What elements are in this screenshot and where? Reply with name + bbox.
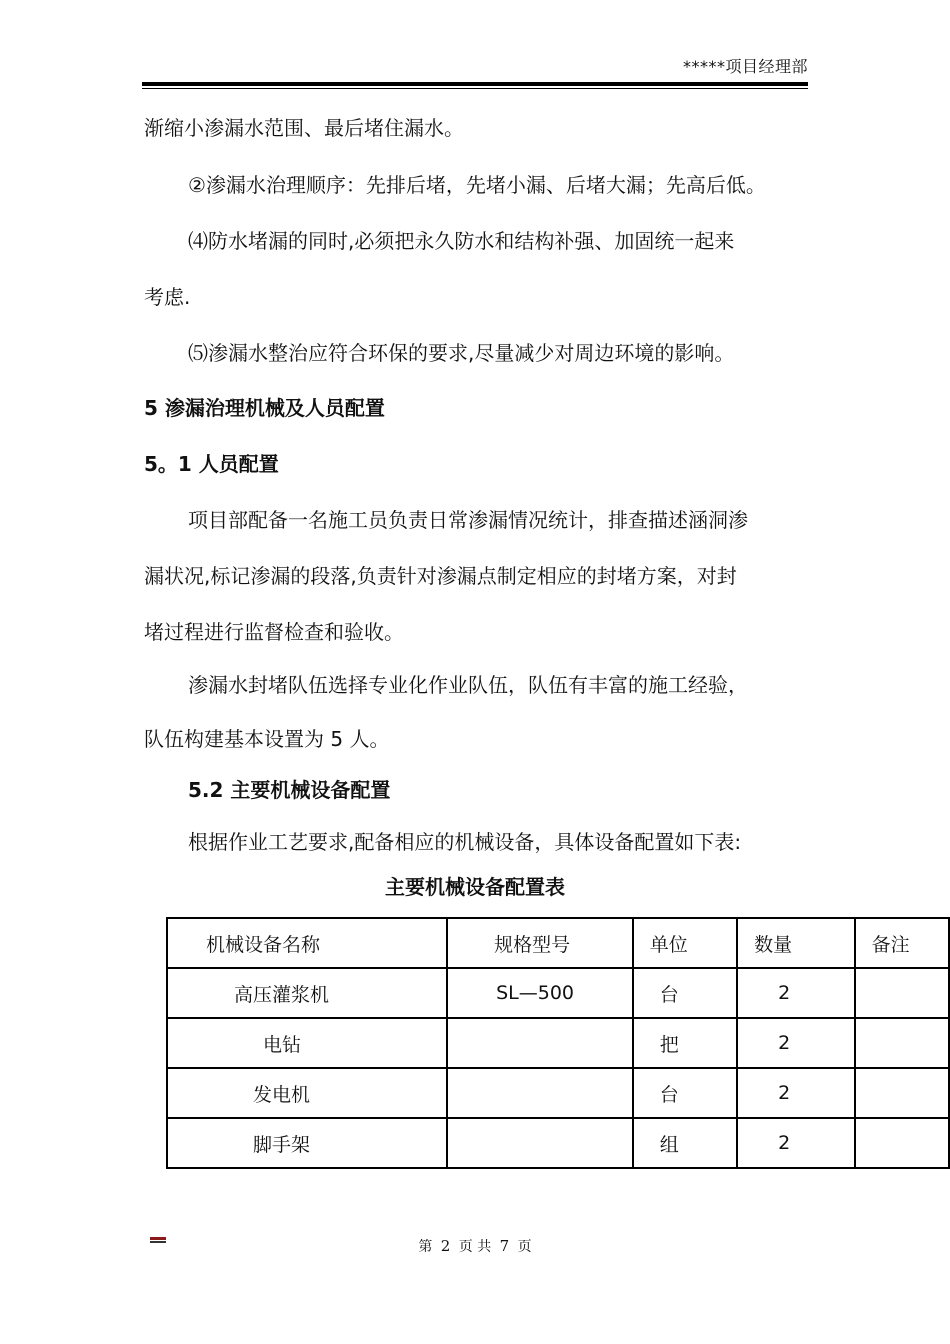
table-row: [167, 968, 949, 1018]
paragraph-line: ⑸渗漏水整治应符合环保的要求,尽量减少对周边环境的影响。: [188, 341, 735, 365]
table-cell: 2: [737, 1118, 855, 1168]
page-footer: [0, 1236, 950, 1256]
table-cell: SL—500: [447, 968, 633, 1018]
table-row: [167, 1068, 949, 1118]
paragraph-line: ⑷防水堵漏的同时,必须把永久防水和结构补强、加固统一起来: [188, 229, 735, 253]
table-cell: [855, 1068, 949, 1118]
table-cell: 电钻: [167, 1018, 447, 1068]
table-row: [167, 1018, 949, 1068]
table-cell: 高压灌浆机: [167, 968, 447, 1018]
column-header: 机械设备名称: [167, 918, 447, 968]
table-cell: 组: [633, 1118, 737, 1168]
column-header: 规格型号: [447, 918, 633, 968]
paragraph-line: 队伍构建基本设置为 5 人。: [144, 727, 390, 751]
table-cell: 2: [737, 1018, 855, 1068]
table-cell: 2: [737, 1068, 855, 1118]
page-number: 2: [440, 1237, 451, 1255]
paragraph-line: 项目部配备一名施工员负责日常渗漏情况统计，排查描述涵洞渗: [188, 508, 748, 532]
table-row: [167, 1118, 949, 1168]
table-cell: [855, 1118, 949, 1168]
paragraph-line: ②渗漏水治理顺序：先排后堵，先堵小漏、后堵大漏；先高后低。: [188, 173, 766, 197]
table-cell: [447, 1068, 633, 1118]
table-cell: [855, 1018, 949, 1068]
equipment-table: [166, 917, 950, 1169]
paragraph-line: 渗漏水封堵队伍选择专业化作业队伍，队伍有丰富的施工经验，: [188, 673, 748, 697]
footer-prefix: 第: [418, 1239, 433, 1255]
header-rule-thin: [142, 88, 808, 89]
table-cell: 发电机: [167, 1068, 447, 1118]
table-cell: [447, 1118, 633, 1168]
paragraph-line: 漏状况,标记渗漏的段落,负责针对渗漏点制定相应的封堵方案，对封: [144, 564, 737, 588]
table-cell: [855, 968, 949, 1018]
column-header: 数量: [737, 918, 855, 968]
footer-middle: 页 共: [458, 1239, 492, 1255]
subsection-heading: 5.2 主要机械设备配置: [188, 778, 391, 802]
table-title: 主要机械设备配置表: [385, 875, 565, 899]
paragraph-line: 考虑.: [144, 285, 191, 309]
section-heading: 5 渗漏治理机械及人员配置: [144, 396, 385, 420]
document-header: *****项目经理部: [682, 57, 808, 76]
table-cell: 台: [633, 1068, 737, 1118]
table-cell: 把: [633, 1018, 737, 1068]
paragraph-line: 渐缩小渗漏水范围、最后堵住漏水。: [144, 116, 464, 140]
table-cell: 台: [633, 968, 737, 1018]
table-cell: 脚手架: [167, 1118, 447, 1168]
column-header: 备注: [855, 918, 949, 968]
paragraph-line: 根据作业工艺要求,配备相应的机械设备，具体设备配置如下表:: [188, 830, 742, 854]
footer-suffix: 页: [517, 1239, 532, 1255]
column-header: 单位: [633, 918, 737, 968]
table-header-row: [167, 918, 949, 968]
subsection-heading: 5。1 人员配置: [144, 452, 279, 476]
page-total: 7: [499, 1237, 510, 1255]
table-cell: [447, 1018, 633, 1068]
paragraph-line: 堵过程进行监督检查和验收。: [144, 620, 404, 644]
header-rule-thick: [142, 82, 808, 86]
table-cell: 2: [737, 968, 855, 1018]
